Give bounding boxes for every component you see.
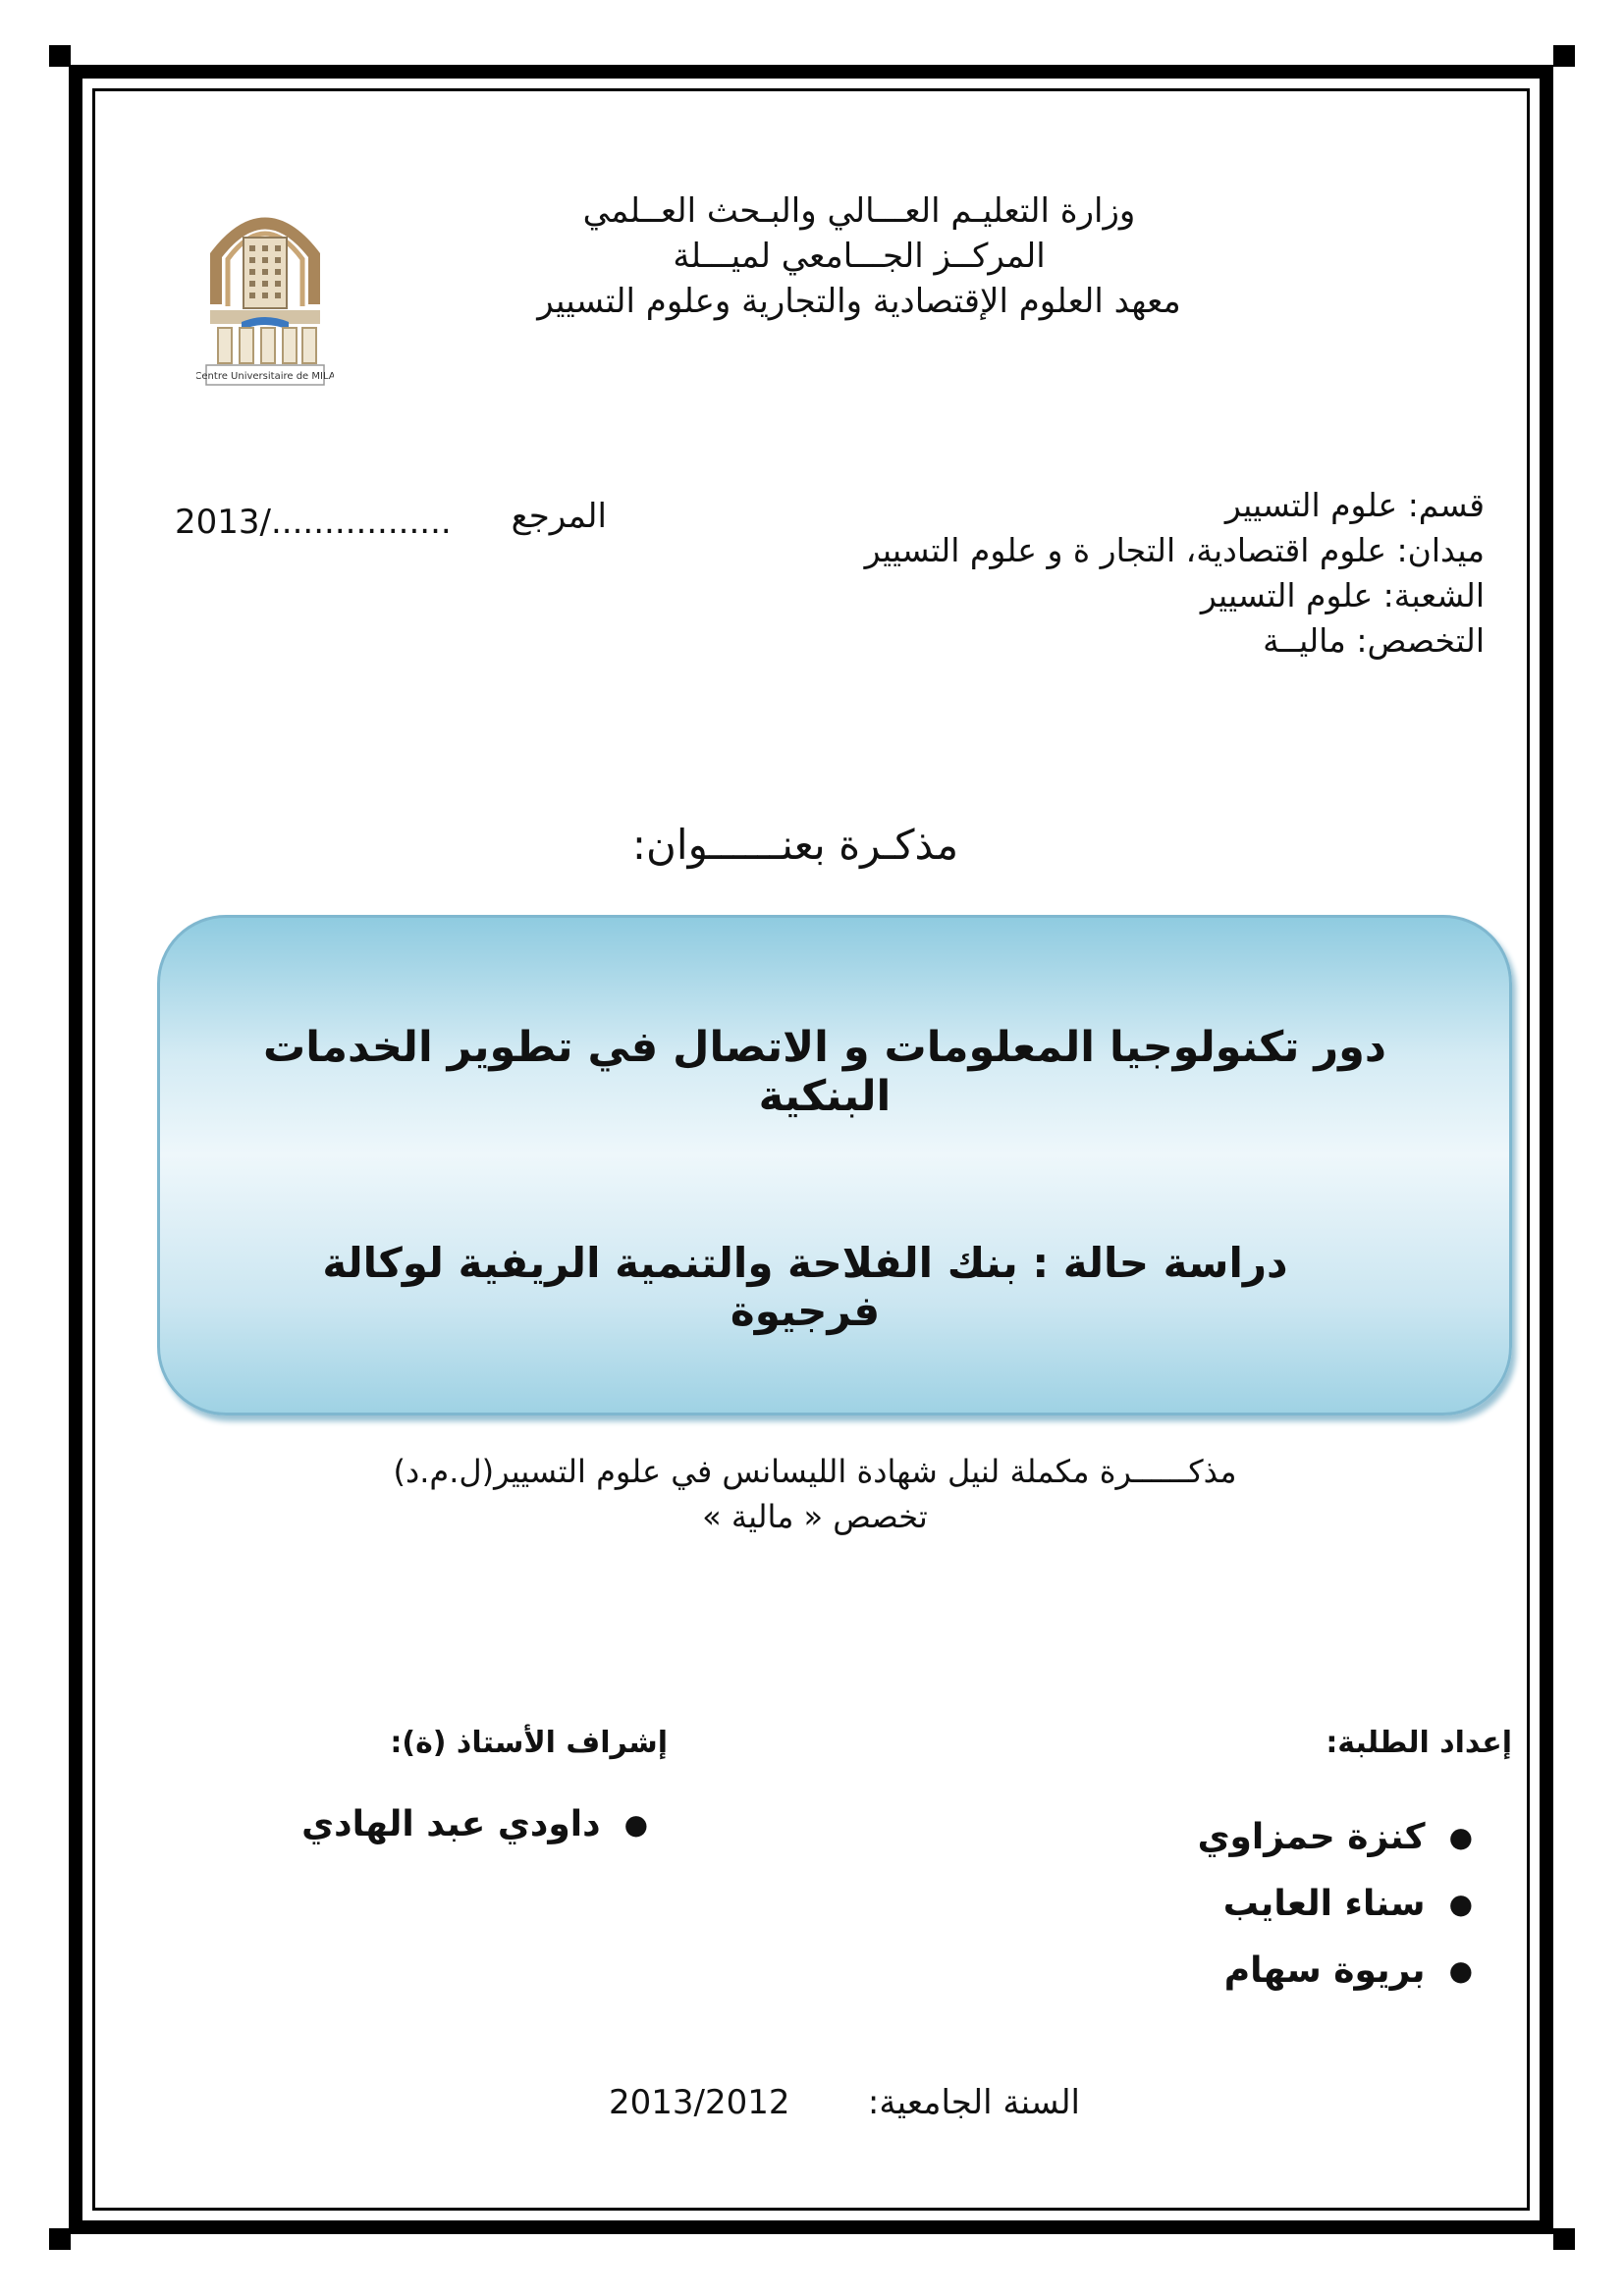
specialty-line: التخصص: ماليــة bbox=[1263, 621, 1485, 660]
reference-value: 2013/................. bbox=[175, 503, 452, 542]
degree-line: مذكــــــرة مكملة لنيل شهادة الليسانس في علوم التسيير(ل.م.د) bbox=[393, 1453, 1237, 1490]
memo-label: مذكـرة بعنــــــوان: bbox=[631, 821, 959, 869]
frame-corner-tl bbox=[49, 45, 71, 67]
field-line: ميدان: علوم اقتصادية، التجار ة و علوم التسيير bbox=[864, 531, 1485, 569]
bullet-icon: ● bbox=[1448, 1888, 1473, 1920]
institute-line: معهد العلوم الإقتصادية والتجارية وعلوم التسيير bbox=[537, 282, 1181, 321]
ministry-line: وزارة التعليـم العـــالي والبـحث العــلمي bbox=[582, 191, 1136, 231]
supervisor-block bbox=[275, 1804, 648, 1844]
specialization-line: تخصص « مالية » bbox=[702, 1498, 928, 1535]
academic-year-label: السنة الجامعية: bbox=[867, 2083, 1080, 2122]
list-item bbox=[1080, 1871, 1473, 1938]
degree-block bbox=[373, 1449, 1257, 1539]
bullet-icon: ● bbox=[1448, 1821, 1473, 1853]
bullet-icon: ● bbox=[1448, 1954, 1473, 1987]
header-block bbox=[511, 188, 1208, 324]
student-name: بريوة سهام bbox=[1223, 1950, 1426, 1991]
supervision-label: إشراف الأستاذ (ة): bbox=[390, 1726, 668, 1760]
student-name: سناء العايب bbox=[1222, 1884, 1426, 1924]
prepared-by-label: إعداد الطلبة: bbox=[1326, 1726, 1512, 1760]
thesis-title: دور تكنولوجيا المعلومات و الاتصال في تطوير الخدمات البنكية bbox=[263, 1023, 1386, 1121]
department-line: قسم: علوم التسيير bbox=[1224, 486, 1485, 524]
logo-caption: Centre Universitaire de MILA bbox=[196, 371, 334, 382]
center-line: المركــز الجـــامعي لميـــلة bbox=[673, 237, 1046, 276]
student-name: كنزة حمزاوي bbox=[1197, 1817, 1426, 1857]
reference-label: المرجع bbox=[511, 497, 607, 536]
frame-corner-br bbox=[1553, 2228, 1575, 2250]
title-box bbox=[157, 915, 1512, 1415]
supervisor-name: داودي عبد الهادي bbox=[301, 1804, 601, 1844]
bullet-icon: ● bbox=[623, 1808, 648, 1841]
branch-line: الشعبة: علوم التسيير bbox=[1200, 576, 1485, 614]
case-study-title: دراسة حالة : بنك الفلاحة والتنمية الريفية لوكالة فرجيوة bbox=[322, 1239, 1288, 1335]
university-logo-icon bbox=[196, 196, 334, 389]
academic-year-value: 2013/2012 bbox=[609, 2083, 790, 2122]
students-list bbox=[1080, 1804, 1473, 2004]
frame-corner-bl bbox=[49, 2228, 71, 2250]
list-item bbox=[1080, 1938, 1473, 2004]
meta-block bbox=[687, 483, 1485, 664]
frame-corner-tr bbox=[1553, 45, 1575, 67]
list-item bbox=[275, 1804, 648, 1844]
list-item bbox=[1080, 1804, 1473, 1871]
